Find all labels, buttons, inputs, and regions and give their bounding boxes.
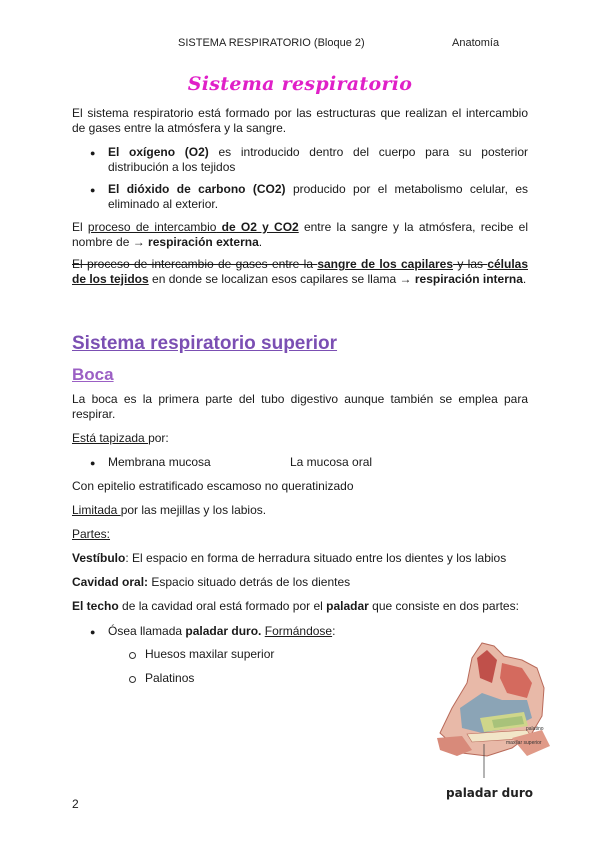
cavidad-line — [72, 575, 528, 590]
vestibulo-term: Vestíbulo — [72, 551, 126, 565]
celulas-term: células de los tejidos — [72, 257, 529, 286]
limitada-line — [72, 503, 528, 518]
partes-line — [72, 527, 528, 542]
formandose-term: Formándose — [264, 624, 333, 638]
text-span: El — [72, 220, 88, 234]
subitem-palatinos: Palatinos — [145, 671, 195, 685]
underlined-term: proceso de intercambio — [87, 220, 217, 234]
header-subject: Anatomía — [452, 37, 500, 49]
header-title: SISTEMA RESPIRATORIO (Bloque 2) — [178, 37, 365, 49]
text-span: por las mejillas y los labios. — [120, 503, 267, 517]
text-span: que consiste en dos partes: — [368, 599, 519, 613]
paladar-term: paladar — [326, 599, 369, 613]
subitem-maxilar: Huesos maxilar superior — [145, 647, 275, 661]
respiracion-interna-term: respiración interna — [414, 272, 523, 286]
vestibulo-line — [72, 551, 528, 566]
membrana-mucosa-text: Membrana mucosa — [108, 455, 211, 469]
list-item-co2 — [108, 182, 528, 212]
text-span: : — [332, 624, 336, 638]
internal-respiration-paragraph — [72, 257, 528, 287]
text-span: Ósea llamada — [108, 624, 186, 638]
cavidad-term: Cavidad oral: — [72, 575, 149, 589]
co2-text: producido por el metabolismo celular, es eliminado al exterior. — [108, 182, 528, 211]
page-number: 2 — [72, 797, 79, 811]
bullet-icon: ● — [90, 148, 96, 158]
subsection-heading: Boca — [72, 365, 114, 384]
oxygen-term: El oxígeno (O2) — [108, 145, 209, 159]
section-heading: Sistema respiratorio superior — [72, 333, 338, 354]
bullet-icon: ● — [90, 458, 96, 468]
external-respiration-paragraph — [72, 220, 528, 250]
figure-label-maxilar: maxilar superior — [506, 740, 542, 746]
palate-anatomy-figure — [432, 638, 562, 788]
text-span: de la cavidad oral está formado por el — [118, 599, 327, 613]
text-span: Espacio situado detrás de los dientes — [148, 575, 351, 589]
list-item-osea — [108, 624, 528, 639]
mucosa-oral-text: La mucosa oral — [290, 455, 373, 469]
partes-term: Partes: — [72, 527, 111, 541]
bullet-icon: ● — [90, 627, 96, 637]
techo-line — [72, 599, 528, 614]
oxygen-text: es introducido dentro del cuerpo para su posterior distribución a los tejidos — [108, 145, 528, 174]
boca-paragraph: La boca es la primera parte del tubo digestivo aunque también se emplea para respirar. — [72, 392, 528, 421]
text-span: y las — [453, 257, 488, 271]
text-span: por: — [148, 431, 169, 445]
text-span: entre la sangre y la atmósfera, recibe el nombre de → — [72, 220, 528, 249]
co2-term: El dióxido de carbono (CO2) — [108, 182, 286, 196]
capilares-term: sangre de los capilares — [317, 257, 454, 271]
limitada-term: Limitada — [72, 503, 121, 517]
bold-term: de O2 y CO2 — [216, 220, 299, 234]
hollow-bullet-icon — [129, 652, 136, 659]
tapizada-term: Está tapizada — [72, 431, 149, 445]
text-span: El proceso de intercambio de gases entre la — [72, 257, 318, 271]
paladar-duro-term: paladar duro. — [185, 624, 262, 638]
techo-term: El techo — [72, 599, 119, 613]
respiracion-externa-term: respiración externa — [148, 235, 259, 249]
text-span: . — [522, 272, 527, 286]
text-span: : El espacio en forma de herradura situado entre los dientes y los labios — [125, 551, 507, 565]
text-span: en donde se localizan esos capilares se llama → — [148, 272, 415, 286]
list-item-oxygen — [108, 145, 528, 175]
text-span: . — [258, 235, 263, 249]
epitelio-line: Con epitelio estratificado escamoso no queratinizado — [72, 479, 354, 493]
bullet-icon: ● — [90, 185, 96, 195]
intro-paragraph: El sistema respiratorio está formado por las estructuras que realizan el intercambio de gases entre la atmósfera y la sangre. — [72, 106, 528, 135]
figure-label-palatino: palatino — [526, 726, 544, 732]
hollow-bullet-icon — [129, 676, 136, 683]
document-title: Sistema respiratorio — [187, 73, 413, 95]
figure-caption: paladar duro — [446, 786, 533, 800]
tapizada-line — [72, 431, 528, 446]
